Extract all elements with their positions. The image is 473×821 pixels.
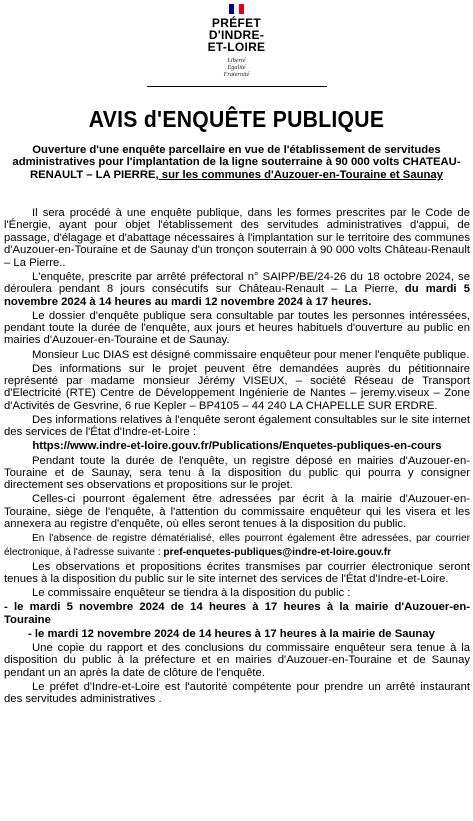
permanence-item-2: - le mardi 12 novembre 2024 de 14 heures à 17 heures à la mairie de Saunay <box>28 627 435 640</box>
paragraph-observations: Les observations et propositions écrites transmises par courrier électronique seront tenues à la disposition du public sur le site internet des services de l'État d'Indre-et-Loire. <box>4 560 470 586</box>
paragraph-registre: Pendant toute la durée de l'enquête, un registre déposé en mairies d'Auzouer-en-Touraine et de Saunay, sera tenu à la disposition du public qui pourra y consigner directement ses observations et propositions sur le projet. <box>4 454 470 492</box>
paragraph-dates <box>4 271 470 308</box>
notice-body <box>4 207 470 707</box>
french-flag-icon <box>229 4 245 14</box>
dates-bold: du mardi 5 novembre 2024 à 14 heures au mardi 12 novembre 2024 à 17 heures. <box>4 283 470 308</box>
email-link[interactable]: pref-enquetes-publiques@indre-et-loire.gouv.fr <box>163 546 392 558</box>
paragraph-email <box>4 532 470 559</box>
subtitle-main: Ouverture d'une enquête parcellaire en vue de l'établissement de servitudes administratives pour l'implantation de la ligne souterraine à 90 000 volts CHATEAU-RENAULT – LA PIERRE, <box>12 144 461 181</box>
paragraph-commissaire: Monsieur Luc DIAS est désigné commissaire enquêteur pour mener l'enquête publique. <box>32 348 470 361</box>
paragraph-petitionnaire: Des informations sur le projet peuvent être demandées auprès du pétitionnaire représenté par madame monsieur Jérémy VISEUX, – société Réseau de Transport d'Electricité (RTE) Centre de Développement Ingénierie de Nantes – jeremy.viseux – Zone d'Activités de Gesvrine, 6 rue Kepler – BP4105 – 44 240 LA CHAPELLE SUR ERDRE. <box>4 362 470 412</box>
website-link[interactable]: https://www.indre-et-loire.gouv.fr/Publications/Enquetes-publiques-en-cours <box>32 440 442 453</box>
paragraph-permanences: Le commissaire enquêteur se tiendra à la disposition du public : <box>32 587 351 600</box>
paragraph-website: Des informations relatives à l'enquête seront également consultables sur le site internet des services de l'État d'Indre-et-Loire : <box>4 413 470 439</box>
paragraph-autorite: Le préfet d'Indre-et-Loire est l'autorité compétente pour prendre un arrêté instaurant des servitudes administratives . <box>4 680 470 706</box>
paragraph-dossier: Le dossier d'enquête publique sera consultable par toutes les personnes intéressées, pendant toute la durée de l'enquête, aux jours et heures habituels d'ouverture au public en mairies d'Auzouer-en-Touraine et de Saunay. <box>4 309 470 347</box>
motto-egalite: Égalité <box>227 64 246 71</box>
permanence-item-1: - le mardi 5 novembre 2024 de 14 heures à 17 heures à la mairie d'Auzouer-en-Touraine <box>4 601 470 626</box>
email-intro: En l'absence de registre dématérialisé, elles pourront également être adressées, par courrier électronique, à l'adresse suivante : <box>4 533 470 558</box>
dates-text: L'enquête, prescrite par arrêté préfectoral n° SAIPP/BE/24-26 du 18 octobre 2024, se déroulera pendant 8 jours consécutifs sur Château-Renault – La Pierre, <box>4 270 470 296</box>
subtitle-communes: sur les communes d'Auzouer-en-Touraine et Saunay <box>158 168 443 181</box>
prefecture-name-line-3: ET-LOIRE <box>207 40 266 54</box>
header-divider <box>147 86 327 87</box>
prefecture-logo <box>0 4 473 87</box>
motto-liberte: Liberté <box>227 57 246 64</box>
motto-fraternite: Fraternité <box>223 71 250 78</box>
notice-title: AVIS d'ENQUÊTE PUBLIQUE <box>88 106 385 132</box>
prefecture-name-line-2: D'INDRE- <box>208 28 265 42</box>
notice-subtitle <box>8 144 465 181</box>
paragraph-rapport: Une copie du rapport et des conclusions du commissaire enquêteur sera tenue à la disposition du public à la préfecture et en mairies d'Auzouer-en-Touraine et de Saunay pendant un an après la date de clôture de l'enquête. <box>4 642 470 679</box>
paragraph-courrier: Celles-ci pourront également être adressées par écrit à la mairie d'Auzouer-en-Touraine, siège de l'enquête, à l'attention du commissaire enquêteur qui les visera et les annexera au registre d'enquête, où elles seront tenues à la disposition du public. <box>4 493 470 531</box>
paragraph-intro: Il sera procédé à une enquête publique, dans les formes prescrites par le Code de l'Énergie, ayant pour objet l'établissement des servitudes administratives d'appui, de passage, d'élagage et d'abattage nécessaires à l'implantation sur le territoire des communes d'Auzouer-en-Touraine et de Saunay d'un tronçon souterrain à 90 000 volts Château-Renault – La Pierre.. <box>4 207 470 269</box>
prefecture-name-line-1: PRÉFET <box>211 16 262 30</box>
